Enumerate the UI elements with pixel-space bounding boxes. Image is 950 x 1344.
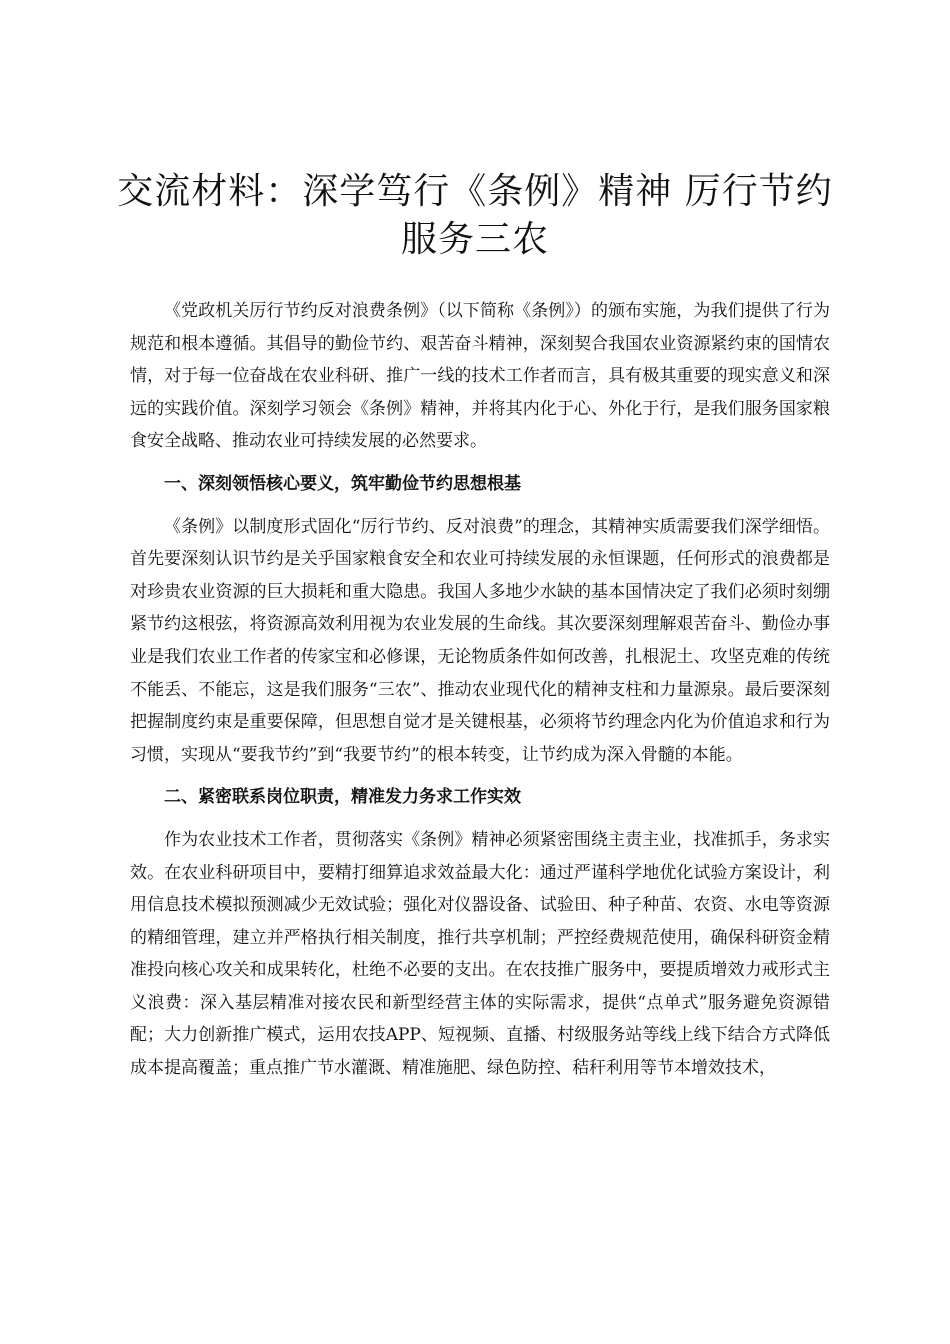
section-heading-1: 一、深刻领悟核心要义，筑牢勤俭节约思想根基 xyxy=(164,473,521,494)
intro-paragraph: 《党政机关厉行节约反对浪费条例》（以下简称《条例》）的颁布实施，为我们提供了行为规范和根本遵循。其倡导的勤俭节约、艰苦奋斗精神，深刻契合我国农业资源紧约束的国情农情，对于每一位奋战在农业科研、推广一线的技术工作者而言，具有极其重要的现实意义和深远的实践价值。深刻学习领会《条例》精神，并将其内化于心、外化于行，是我们服务国家粮食安全战略、推动农业可持续发展的必然要求。 xyxy=(130,301,830,452)
section-1-paragraph: 《条例》以制度形式固化“厉行节约、反对浪费”的理念，其精神实质需要我们深学细悟。首先要深刻认识节约是关乎国家粮食安全和农业可持续发展的永恒课题，任何形式的浪费都是对珍贵农业资源的巨大损耗和重大隐患。我国人多地少水缺的基本国情决定了我们必须时刻绷紧节约这根弦，将资源高效利用视为农业发展的生命线。其次要深刻理解艰苦奋斗、勤俭办事业是我们农业工作者的传家宝和必修课，无论物质条件如何改善，扎根泥土、攻坚克难的传统不能丢、不能忘，这是我们服务“三农”、推动农业现代化的精神支柱和力量源泉。最后要深刻把握制度约束是重要保障，但思想自觉才是关键根基，必须将节约理念内化为价值追求和行为习惯，实现从“要我节约”到“我要节约”的根本转变，让节约成为深入骨髓的本能。 xyxy=(130,516,830,765)
document-body xyxy=(130,295,830,1095)
section-2-paragraph: 作为农业技术工作者，贯彻落实《条例》精神必须紧密围绕主责主业，找准抓手，务求实效。在农业科研项目中，要精打细算追求效益最大化：通过严谨科学地优化试验方案设计，利用信息技术模拟预测减少无效试验；强化对仪器设备、试验田、种子种苗、农资、水电等资源的精细管理，建立并严格执行相关制度，推行共享机制；严控经费规范使用，确保科研资金精准投向核心攻关和成果转化，杜绝不必要的支出。在农技推广服务中，要提质增效力戒形式主义浪费：深入基层精准对接农民和新型经营主体的实际需求，提供“点单式”服务避免资源错配；大力创新推广模式，运用农技APP、短视频、直播、村级服务站等线上线下结合方式降低成本提高覆盖；重点推广节水灌溉、精准施肥、绿色防控、秸秆利用等节本增效技术， xyxy=(130,829,830,1079)
section-heading-2: 二、紧密联系岗位职责，精准发力务求工作实效 xyxy=(164,787,521,808)
page-title: 交流材料：深学笃行《条例》精神 厉行节约服务三农 xyxy=(117,171,833,260)
